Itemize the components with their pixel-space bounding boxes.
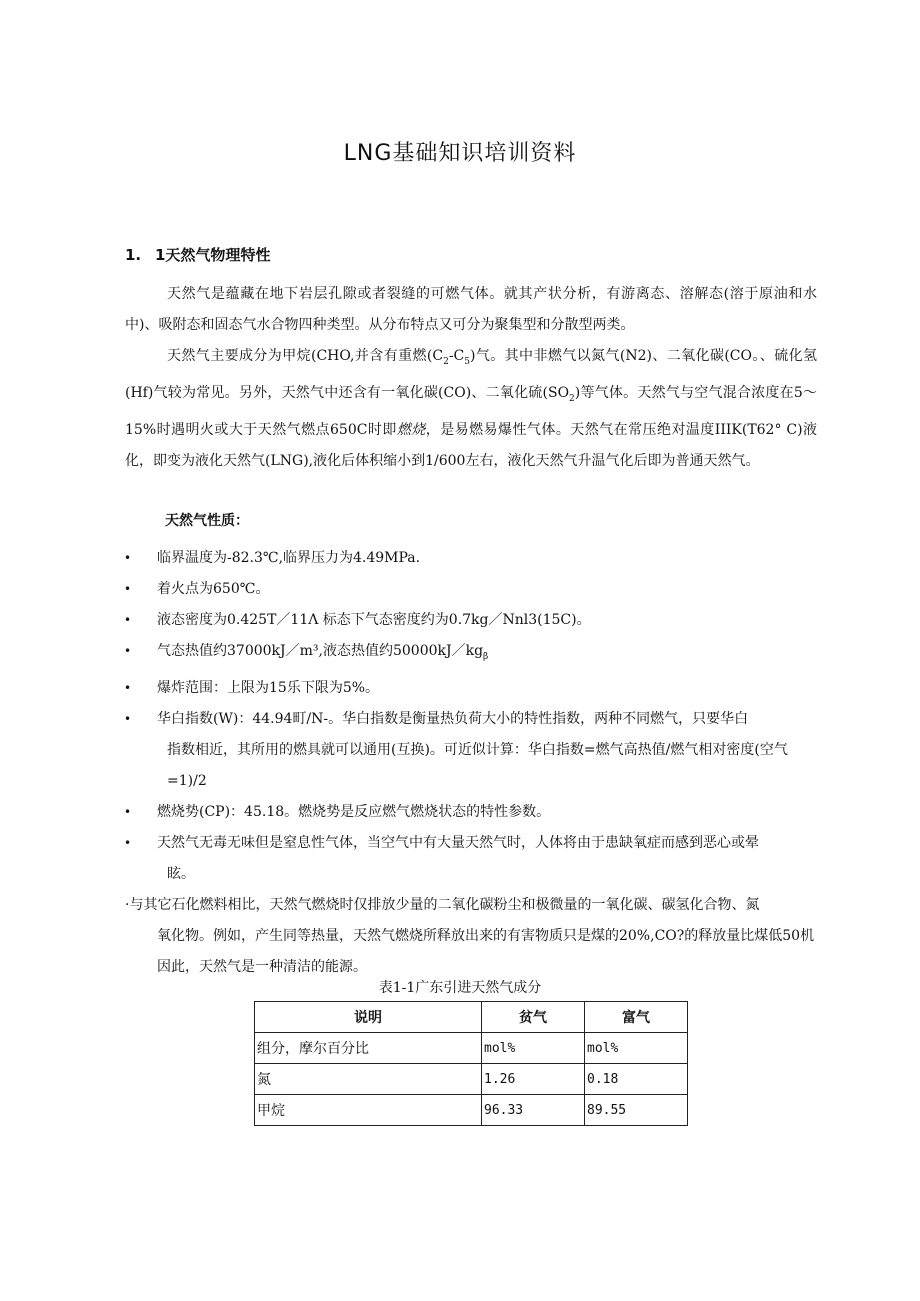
properties-list	[0, 543, 920, 983]
table-row	[255, 1095, 688, 1126]
properties-heading: 天然气性质：	[165, 513, 249, 529]
section-heading	[125, 244, 270, 265]
bullet-icon: •	[124, 613, 132, 627]
table-cell: 甲烷	[255, 1095, 482, 1126]
bullet-icon: •	[124, 835, 132, 850]
table-cell: 0.18	[585, 1064, 688, 1095]
bullet-icon: •	[124, 680, 132, 695]
column-header: 富气	[585, 1002, 688, 1033]
list-item: • 着火点为650℃。	[0, 574, 817, 605]
paragraph-composition: 天然气主要成分为甲烷(CHO,并含有重燃$(C_2-C_5)$气。其中非燃气以氮气(N2)、二氧化碳(CO。、硫化氢(Hf)气较为常见。另外，天然气中还含有一氧化碳(CO)、二氧化硫$(SO_2)$等气体。天然气与空气混合浓度在5～15%时遇明火或大于天然气燃点650C时即燃烧，是易燃易爆性气体。天然气在常压绝对温度IIIK(T62° C)液化，即变为液化天然气(LNG),液化后体积缩小到1/600左右，液化天然气升温气化后即为普通天然气。	[125, 348, 817, 469]
table-caption: 表1-1广东引进天然气成分	[378, 980, 542, 996]
bullet-icon: •	[124, 711, 132, 726]
composition-table	[254, 1001, 688, 1126]
section-title: 1天然气物理特性	[155, 246, 271, 264]
table-cell: mol%	[585, 1033, 688, 1064]
table-cell: 组分，摩尔百分比	[255, 1033, 482, 1064]
document-title: LNG基础知识培训资料	[343, 141, 577, 166]
list-item: • 爆炸范围：上限为15乐下限为5%。	[0, 673, 817, 704]
table-cell: 氮	[255, 1064, 482, 1095]
list-item: ·与其它石化燃料相比，天然气燃烧时仅排放少量的二氧化碳粉尘和极微量的一氧化碳、碳氢化合物、氮 氧化物。例如，产生同等热量，天然气燃烧所释放出来的有害物质只是煤的20%,CO?的释放量比煤低50机因此，天然气是一种清洁的能源。	[125, 896, 815, 975]
list-item: • 气态热值约37000kJ／m³,液态热值约$50000kJ/kg_\beta$	[0, 636, 817, 673]
table-cell: 89.55	[585, 1095, 688, 1126]
list-item: • 液态密度为0.425T／11Λ 标态下气态密度约为0.7kg／Nnl3(15C)。	[0, 605, 817, 636]
list-item: • 华白指数(W)：44.94町/N-。华白指数是衡量热负荷大小的特性指数，两种不同燃气，只要华白 指数相近，其所用的燃具就可以通用(互换)。可近似计算：华白指数=燃气高热值/燃气相对密度(空气=1)/2	[0, 704, 817, 797]
bullet-icon: •	[124, 644, 132, 658]
bullet-icon: •	[124, 804, 132, 819]
list-item: • 天然气无毒无味但是窒息性气体，当空气中有大量天然气时，人体将由于患缺氧症而感到恶心或晕 眩。	[0, 828, 817, 890]
list-item: • 临界温度为-82.3℃,临界压力为4.49MPa.	[0, 543, 817, 574]
table-cell: 96.33	[482, 1095, 585, 1126]
table-cell: mol%	[482, 1033, 585, 1064]
table-row	[255, 1033, 688, 1064]
section-number: 1.	[125, 246, 142, 264]
bullet-icon: •	[124, 551, 132, 565]
bullet-icon: •	[124, 582, 132, 596]
column-header: 说明	[255, 1002, 482, 1033]
table-header-row	[255, 1002, 688, 1033]
column-header: 贫气	[482, 1002, 585, 1033]
paragraph-intro: 天然气是蕴藏在地下岩层孔隙或者裂缝的可燃气体。就其产状分析，有游离态、溶解态(溶于原油和水中)、吸附态和固态气水合物四种类型。从分布特点又可分为聚集型和分散型两类。	[125, 286, 817, 333]
list-item: • 燃烧势(CP)：45.18。燃烧势是反应燃气燃烧状态的特性参数。	[0, 797, 817, 828]
table-row	[255, 1064, 688, 1095]
table-cell: 1.26	[482, 1064, 585, 1095]
